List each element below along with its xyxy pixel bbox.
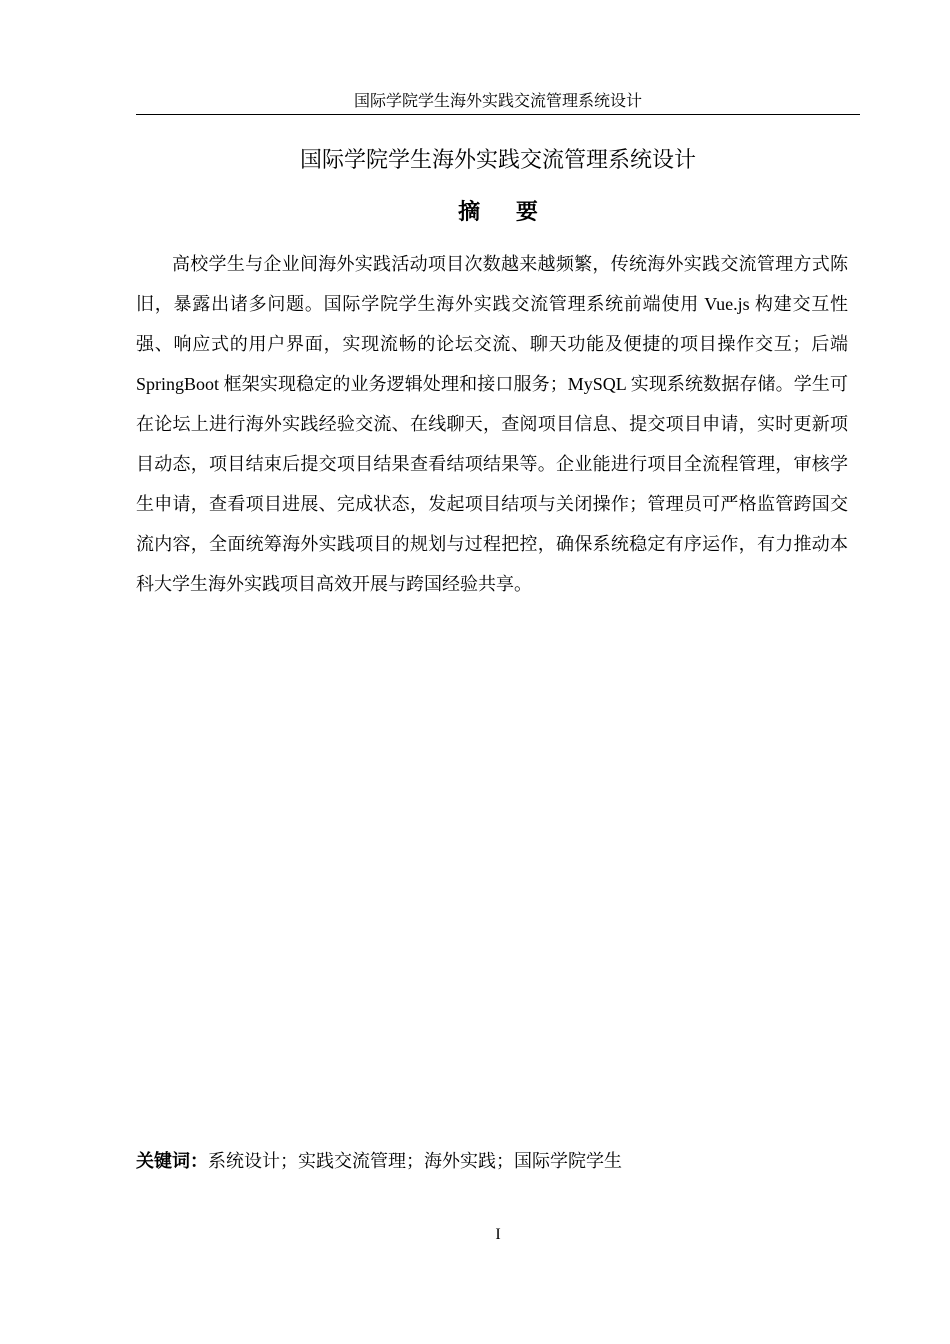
abstract-heading: 摘 要 [458, 200, 552, 225]
keywords-value: 系统设计；实践交流管理；海外实践；国际学院学生 [208, 1151, 622, 1171]
page-number: I [495, 1226, 501, 1243]
abstract-paragraph: 高校学生与企业间海外实践活动项目次数越来越频繁，传统海外实践交流管理方式陈旧，暴露出诸多问题。国际学院学生海外实践交流管理系统前端使用 Vue.js 构建交互性强、响应式的用户界面，实现流畅的论坛交流、聊天功能及便捷的项目操作交互；后端 SpringBoot 框架实现稳定的业务逻辑处理和接口服务；MySQL 实现系统数据存储。学生可在论坛上进行海外实践经验交流、在线聊天，查阅项目信息、提交项目申请，实时更新项目动态，项目结束后提交项目结果查看结项结果等。企业能进行项目全流程管理，审核学生申请，查看项目进展、完成状态，发起项目结项与关闭操作；管理员可严格监管跨国交流内容，全面统筹海外实践项目的规划与过程把控，确保系统稳定有序运作，有力推动本科大学生海外实践项目高效开展与跨国经验共享。 [136, 254, 848, 594]
header-divider [136, 114, 860, 115]
document-title: 国际学院学生海外实践交流管理系统设计 [299, 148, 696, 173]
keywords-label: 关键词： [136, 1151, 208, 1172]
running-header: 国际学院学生海外实践交流管理系统设计 [353, 93, 642, 110]
keywords-line [136, 1148, 848, 1175]
